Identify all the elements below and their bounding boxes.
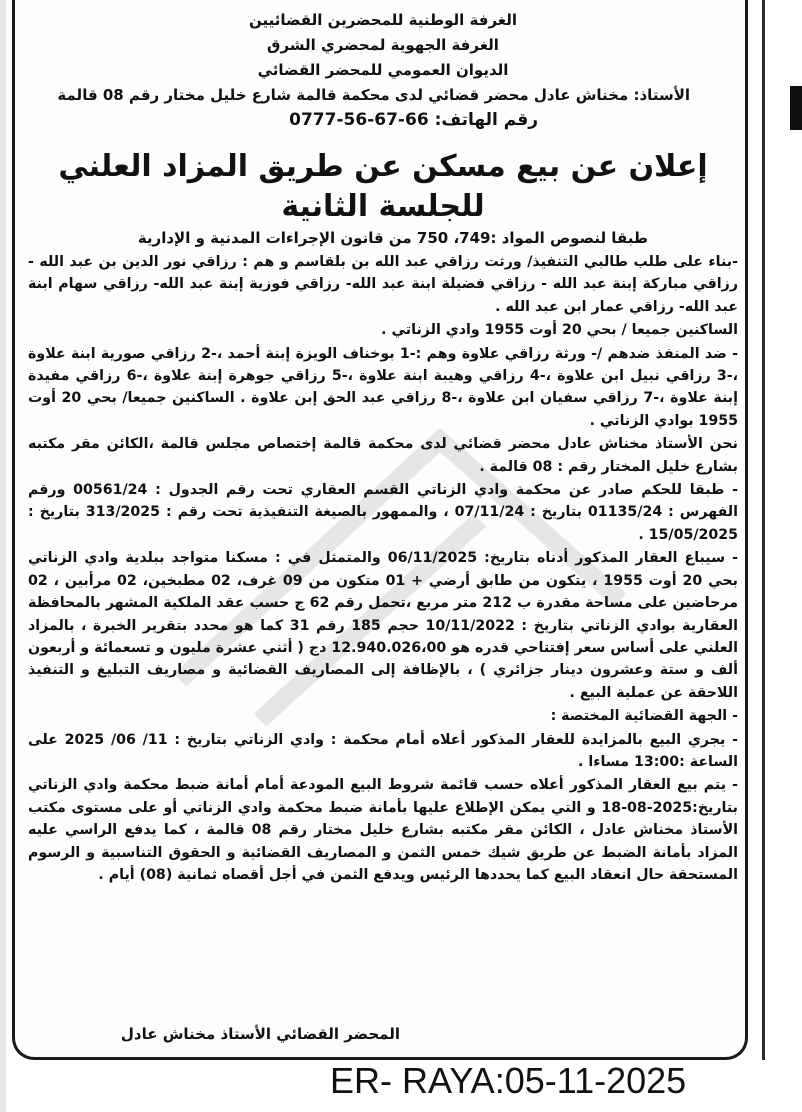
paragraph-bailiff: نحن الأستاذ مخناش عادل محضر قضائي لدى محكمة قالمة إختصاص مجلس قالمة ،الكائن مقر مكتبه بشارع خليل المختار رقم : 08 قالمة . [28,436,738,475]
paragraph-property: - سيباع العقار المذكور أدناه بتاريخ: 06/11/2025 والمتمثل في : مسكنا متواجد ببلدية وادي الزناتي بحي 20 أوت 1955 ، يتكون من طابق أرضي + 01 متكون من 09 غرف، 02 مطبخين، 02 مرأبين ، 02 مرحاضين على مساحة مقدرة ب 212 متر مربع ،تحمل رقم 62 ج حسب عقد الملكية المشهر بالمحافظة العقارية بوادي الزناتي بتاريخ : 10/11/2022 حجم 185 رقم 31 كما هو محدد بتقرير الخبرة ، بالمزاد العلني على أساس سعر إفتتاحي قدره هو 12.940.026،00 دج ( أثني عشرة مليون و تسعمائة و أربعون ألف و ستة وعشرون دينار جزائري ) ، بالإظافة إلى المصاريف القضائية و مصاريف التبليغ و التنفيذ اللاحقة عن عملية البيع . [28,550,738,701]
adjacent-ink-mark [790,86,802,130]
phone-line: رقم الهاتف: 66-67-56-0777 [289,110,538,130]
publication-stamp: ER- RAYA:05-11-2025 [330,1060,687,1101]
office-title: الديوان العمومي للمحضر القضائي [257,61,509,79]
paragraph-court-label: - الجهة القضائية المختصة : [550,708,738,725]
paragraph-petitioners-address: الساكنين جميعا / بحي 20 أوت 1955 وادي الزناتي . [381,322,738,339]
notice-title: إعلان عن بيع مسكن عن طريق المزاد العلني للجلسة الثانية [58,149,708,224]
paragraph-respondents: - ضد المنفذ ضدهم /- ورثة رزاقي علاوة وهم :-1 بوخناف الويزة إبنة أحمد ،-2 رزاقي صورية ابنة علاوة ،-3 رزاقي نبيل ابن علاوة ،-4 رزاقي وهيبة ابنة علاوة ،-5 رزاقي جوهرة إبنة علاوة ،-6 رزاقي مفيدة إبنة علاوة ،-7 رزاقي سفيان ابن علاوة ،-8 رزاقي عبد الحق إبن علاوة . الساكنين جميعا/ بحي 20 أوت 1955 بوادي الزناتي . [28,345,739,429]
issuer-header [28,8,738,133]
notice-body [28,251,738,886]
signature: المحضر القضائي الأستاذ مخناش عادل [120,1025,400,1043]
chamber-regional: الغرفة الجهوية لمحضري الشرق [267,36,499,54]
lawyer-line: الأستاذ: مخناش عادل محضر قضائي لدى محكمة قالمة شارع خليل مختار رقم 08 قالمة [57,86,690,104]
paragraph-sale-date: - يجري البيع بالمزايدة للعقار المذكور أعلاه أمام محكمة : وادي الزناتي بتاريخ : 11/ 06/ 2025 على الساعة :13:00 مساءا . [28,731,738,770]
paragraph-petitioners: -بناء على طلب طالبي التنفيذ/ ورثت رزاقي عبد الله بن بلقاسم و هم : رزاقي نور الدين بن عبد الله - رزاقي مباركة إبنة عبد الله - رزاقي فضيلة ابنة عبد الله- رزاقي فوزية إبنة عبد الله- رزاقي سهام ابنة عبد الله- رزاقي عمار ابن عبد الله . [28,254,738,315]
chamber-national: الغرفة الوطنية للمحضرين القضائيين [248,11,518,29]
paragraph-conditions: - يتم بيع العقار المذكور أعلاه حسب قائمة شروط البيع المودعة أمام أمانة ضبط محكمة وادي الزناتي بتاريخ:2025-08-18 و التي يمكن الإطلاع عليها بأمانة ضبط محكمة وادي الزناتي أو على مستوى مكتب الأستاذ مخناش عادل ، الكائن مقر مكتبه بشارع خليل مختار رقم 08 قالمة ، كما يدفع الراسي عليه المزاد بأمانة الضبط عن طريق شيك خمس الثمن و المصاريف القضائية و الحقوق التناسبية و الرسوم المستحقة حال انعقاد البيع كما يحددها الرئيس ويدفع الثمن في أجل أقصاه ثمانية (08) أيام . [28,777,738,883]
notice-content [28,8,738,887]
adjacent-column-edge [756,0,802,1112]
paragraph-judgment: - طبقا للحكم صادر عن محكمة وادي الزناتي القسم العقاري تحت رقم الجدول : 00561/24 ورقم الفهرس : 01135/24 بتاريخ : 07/11/24 ، والممهور بالصيغة التنفيذية تحت رقم : 313/2025 بتاريخ : 15/05/2025 . [28,482,739,543]
notice-subtitle: طبقا لنصوص المواد :749، 750 من قانون الإجراءات المدنية و الإدارية [137,229,648,247]
adjacent-border [762,0,765,1060]
left-page-edge [0,0,6,1112]
